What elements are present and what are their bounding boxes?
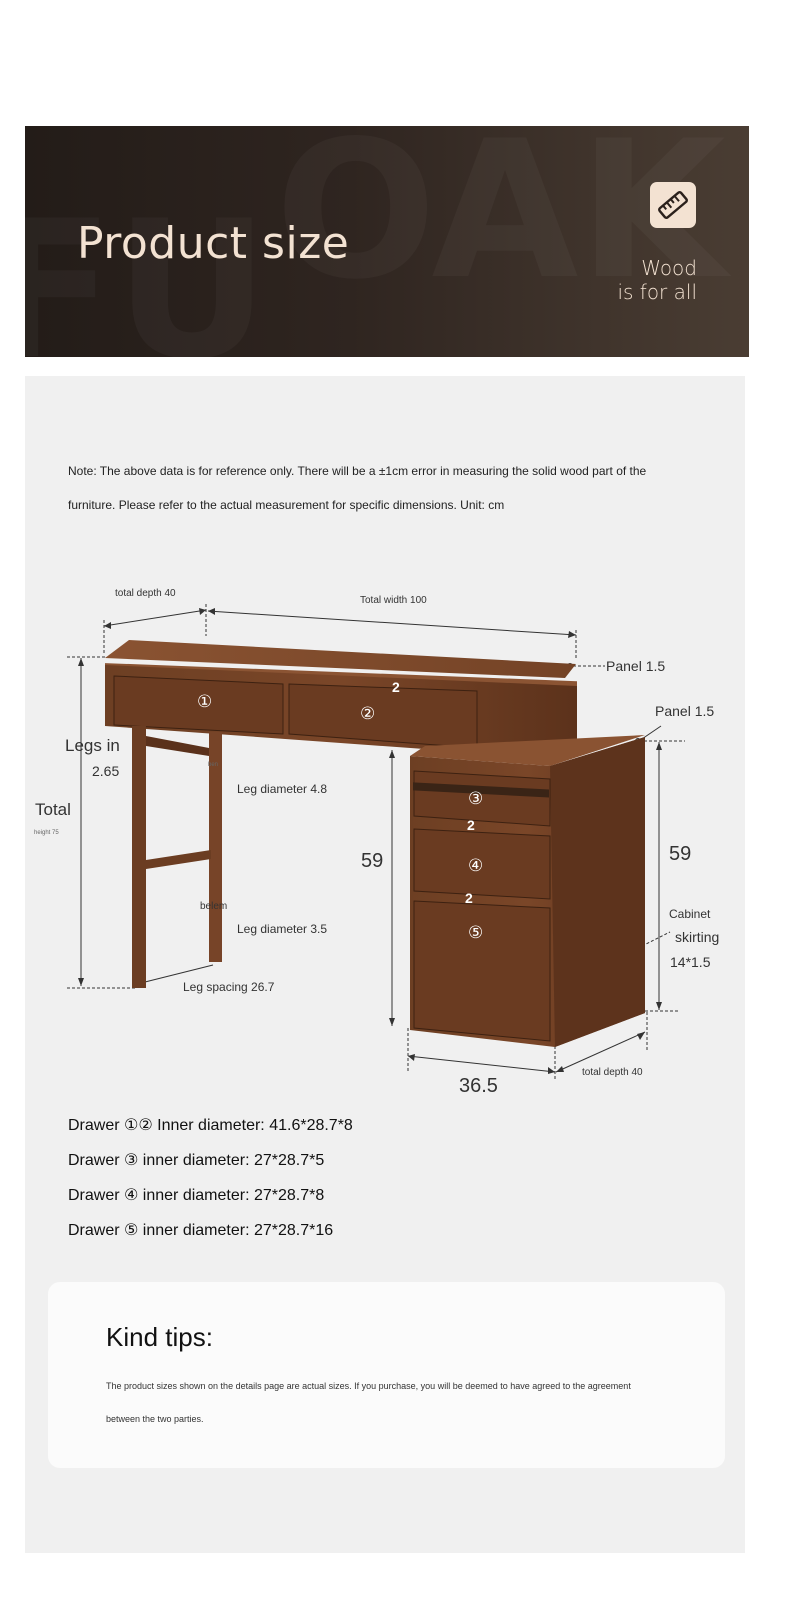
tips-line: between the two parties. (106, 1414, 204, 1424)
kind-tips-card (48, 1282, 725, 1468)
legs-in-value: 2.65 (92, 763, 120, 779)
drawer-mark: ④ (468, 856, 484, 875)
kind-tips-title: Kind tips: (106, 1322, 213, 1352)
tips-line: The product sizes shown on the details page are actual sizes. If you purchase, you will be deemed to have agreed to the agreement (106, 1381, 631, 1391)
ruler-icon (650, 182, 696, 228)
ben-label: ben (208, 762, 219, 768)
leg-diameter-top-label: Leg diameter 4.8 (237, 782, 328, 796)
drawer-spec-line: Drawer ⑤ inner diameter: 27*28.7*16 (68, 1222, 334, 1239)
drawer-mark: ⑤ (468, 923, 484, 942)
gap-label: 2 (465, 890, 473, 906)
total-width-label: Total width 100 (360, 595, 427, 606)
panel-desk-label: Panel 1.5 (606, 658, 666, 674)
cabinet-height-label: 59 (669, 843, 692, 865)
cabinet-width-label: 36.5 (459, 1075, 498, 1097)
legs-in-label: Legs in (65, 736, 120, 755)
drawer-mark: ① (197, 692, 213, 711)
total-depth-bottom-label: total depth 40 (582, 1067, 643, 1078)
reference-note (68, 454, 728, 522)
total-depth-top-label: total depth 40 (115, 588, 176, 599)
drawer-specs (68, 1112, 353, 1252)
skirting-value: 14*1.5 (670, 954, 711, 970)
drawer-spec-line: Drawer ④ inner diameter: 27*28.7*8 (68, 1187, 325, 1204)
height-label: height 75 (34, 830, 59, 836)
desk-illustration (25, 560, 765, 1100)
skirting-label: skirting (675, 929, 720, 945)
banner-title: Product size (77, 218, 350, 269)
desk-height-label: 59 (361, 850, 384, 872)
belem-label: belem (200, 901, 228, 912)
gap-label: 2 (392, 679, 400, 695)
note-line: furniture. Please refer to the actual measurement for specific dimensions. Unit: cm (68, 498, 505, 512)
gap-label: 2 (467, 817, 475, 833)
tagline (617, 256, 697, 304)
leg-spacing-label: Leg spacing 26.7 (183, 980, 275, 994)
drawer-mark: ② (360, 704, 376, 723)
drawer-spec-line: Drawer ③ inner diameter: 27*28.7*5 (68, 1152, 325, 1169)
leg-diameter-bottom-label: Leg diameter 3.5 (237, 922, 328, 936)
product-size-banner (25, 126, 749, 357)
total-label: Total (35, 800, 71, 819)
drawer-mark: ③ (468, 789, 484, 808)
panel-cabinet-label: Panel 1.5 (655, 703, 715, 719)
kind-tips-text (106, 1370, 686, 1436)
tagline-line: Wood (641, 256, 697, 280)
tagline-line: is for all (617, 280, 697, 304)
drawer-spec-line: Drawer ①② Inner diameter: 41.6*28.7*8 (68, 1117, 353, 1134)
dimension-diagram (25, 560, 765, 1105)
note-line: Note: The above data is for reference only. There will be a ±1cm error in measuring the solid wood part of the (68, 464, 647, 478)
cabinet-label: Cabinet (669, 907, 711, 921)
